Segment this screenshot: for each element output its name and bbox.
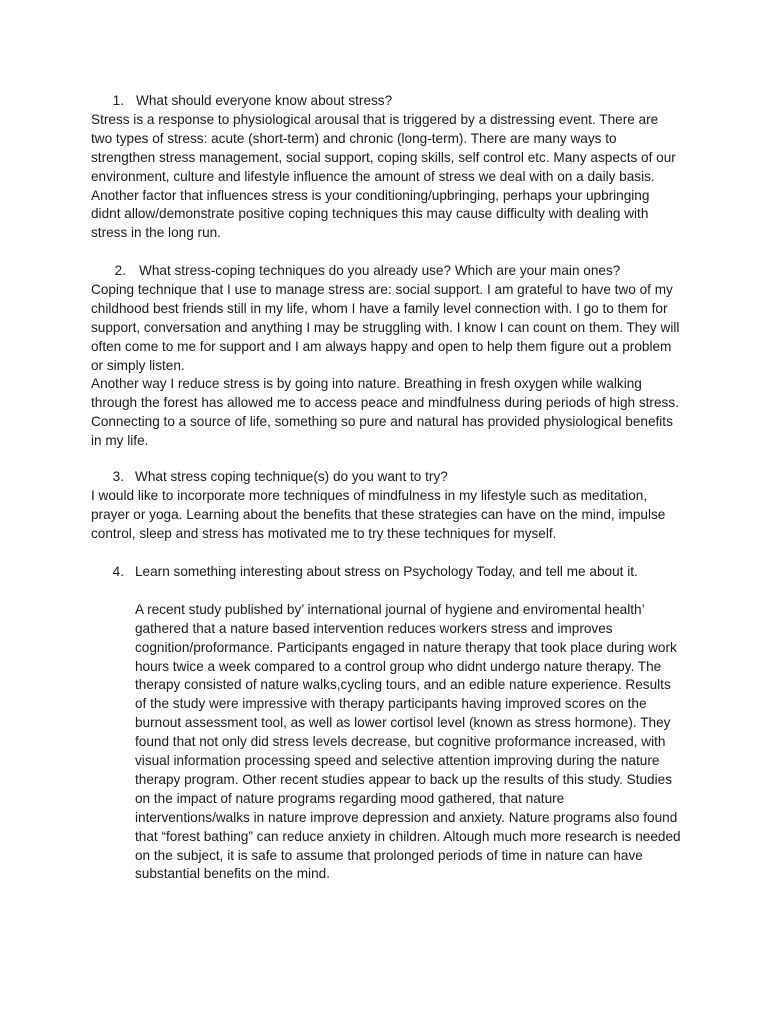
answer-1-paragraph-1: Stress is a response to physiological arousal that is triggered by a distressing event. There are two types of stress: acute (short-term) and chronic (long-term). There are many ways to strengthen stress management, social support, coping skills, self control etc. Many aspects of our environment, culture and lifestyle influence the amount of stress we deal with on a daily basis. Another factor that influences stress is your conditioning/upbringing, perhaps your upbringing didnt allow/demonstrate positive coping techniques this may cause difficulty with dealing with stress in the long run. — [91, 111, 676, 241]
question-2-text: What stress-coping techniques do you already use? Which are your main ones? — [139, 263, 621, 278]
question-4-text: Learn something interesting about stress on Psychology Today, and tell me about it. — [135, 564, 638, 579]
question-3-section — [91, 468, 681, 544]
question-3 — [91, 468, 681, 487]
answer-3-paragraph-1: I would like to incorporate more techniques of mindfulness in my lifestyle such as meditation, prayer or yoga. Learning about the benefits that these strategies can have on the mind, impulse control, sleep and stress has motivated me to try these techniques for myself. — [91, 487, 666, 541]
spacer — [91, 582, 681, 601]
question-1-text: What should everyone know about stress? — [136, 93, 393, 108]
question-1-section — [91, 92, 681, 243]
question-1 — [91, 92, 681, 111]
question-4-number: 4. — [112, 564, 124, 579]
question-2-section — [91, 262, 681, 451]
question-1-number: 1. — [112, 93, 124, 108]
question-3-text: What stress coping technique(s) do you want to try? — [135, 469, 448, 484]
question-3-number: 3. — [112, 469, 124, 484]
question-2 — [91, 262, 681, 281]
question-2-number: 2. — [114, 263, 126, 278]
answer-2-paragraph-2: Another way I reduce stress is by going into nature. Breathing in fresh oxygen while walking through the forest has allowed me to access peace and mindfulness during periods of high stress. Connecting to a source of life, something so pure and natural has provided physiological benefits in my life. — [91, 376, 679, 449]
answer-2-paragraph-1: Coping technique that I use to manage stress are: social support. I am grateful to have two of my childhood best friends still in my life, whom I have a family level connection with. I go to them for support, conversation and anything I may be struggling with. I know I can count on them. They will often come to me for support and I am always happy and open to help them figure out a problem or simply listen. — [91, 281, 680, 373]
answer-4-paragraph-1: A recent study published by’ international journal of hygiene and enviromental health’ gathered that a nature based intervention reduces workers stress and improves cognition/proformance. Participants engaged in nature therapy that took place during work hours twice a week compared to a control group who didnt undergo nature therapy. The therapy consisted of nature walks,cycling tours, and an edible nature experience. Results of the study were impressive with therapy participants having improved scores on the burnout assessment tool, as well as lower cortisol level (known as stress hormone). They found that not only did stress levels decrease, but cognitive proformance increased, with visual information processing speed and selective attention improving during the nature therapy program. Other recent studies appear to back up the results of this study. Studies on the impact of nature programs regarding mood gathered, that nature interventions/walks in nature improve depression and anxiety. Nature programs also found that “forest bathing” can reduce anxiety in children. Altough much more research is needed on the subject, it is safe to assume that prolonged periods of time in nature can have substantial benefits on the mind. — [135, 601, 681, 882]
question-4 — [91, 563, 681, 582]
question-4-section — [91, 563, 681, 884]
